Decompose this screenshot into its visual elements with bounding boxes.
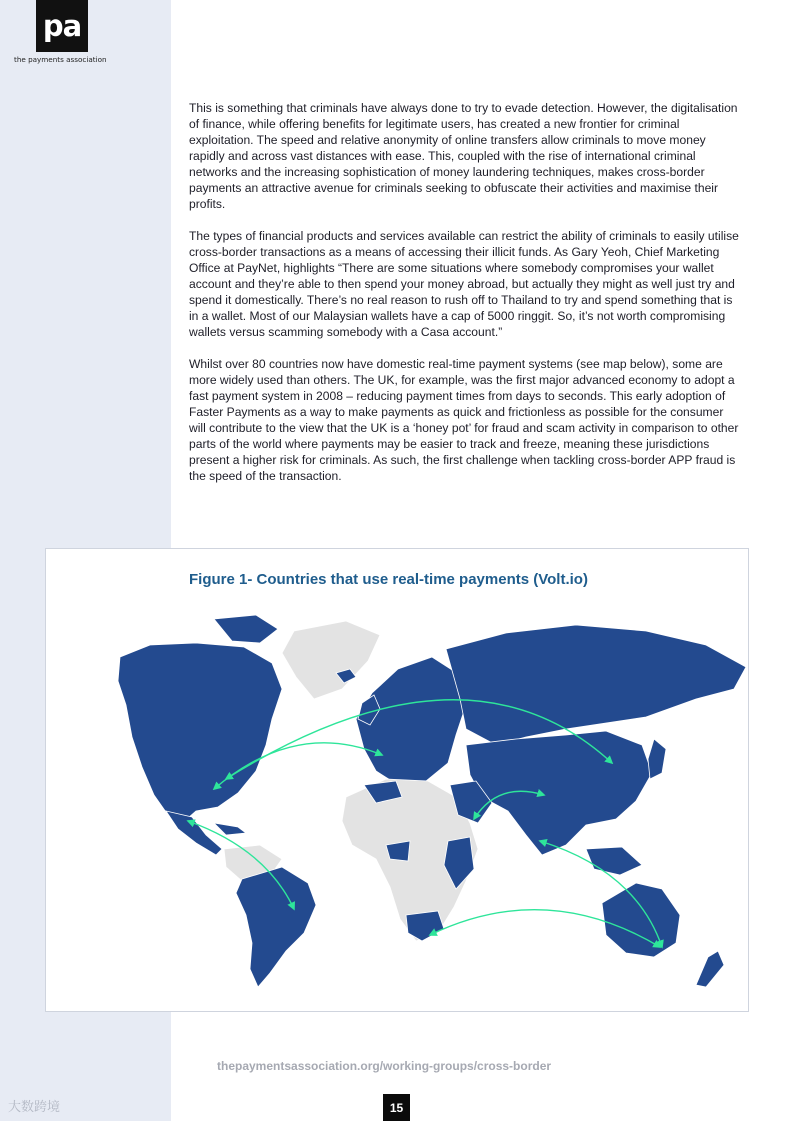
japan-shape — [648, 739, 666, 779]
paragraph: This is something that criminals have always done to try to evade detection. However, the digitalisation of finance, while offering benefits for legitimate users, has created a new frontier for criminal exploitation. The speed and relative anonymity of online transfers allow criminals to move money rapidly and across vast distances with ease. This, coupled with the rise of international criminal networks and the increasing sophistication of money laundering techniques, makes cross-border payments an attractive avenue for criminals seeking to obfuscate their activities and maximise their profits. — [189, 101, 738, 211]
asia-shape — [466, 731, 652, 855]
north-america-shape — [118, 643, 282, 825]
logo-text: pa — [42, 8, 82, 43]
figure-map-card — [45, 548, 749, 1012]
canada-islands-shape — [214, 615, 278, 643]
central-america-shape — [166, 811, 222, 855]
figure-title: Figure 1- Countries that use real-time payments (Volt.io) — [189, 571, 588, 588]
paragraph: Whilst over 80 countries now have domestic real-time payment systems (see map below), some are more widely used than others. The UK, for example, was the first major advanced economy to adopt a fast payment system in 2008 – reducing payment times from days to seconds. This early adoption of Faster Payments as a way to make payments as quick and frictionless as possible for the consumer will contribute to the view that the UK is a ‘honey pot’ for fraud and scam activity in comparison to other parts of the world where payments may be easier to track and freeze, meaning these jurisdictions present a higher risk for criminals. As such, the first challenge when tackling cross-border APP fraud is the speed of the transaction. — [189, 357, 739, 483]
world-map — [46, 549, 750, 1013]
russia-shape — [446, 625, 746, 745]
south-america-shape — [236, 867, 316, 987]
south-africa-shape — [406, 911, 444, 941]
australia-shape — [602, 883, 680, 957]
watermark-logo: 大数跨境 — [8, 1100, 61, 1115]
paragraph: The types of financial products and services available can restrict the ability of criminals to easily utilise cross-border transactions as a means of accessing their illicit funds. As Gary Yeoh, Chief Marketing Office at PayNet, highlights “There are some situations where somebody compromises your wallet account and they’re able to then spend your money abroad, but actually they might as well just try and spend it domestically. There’s no real reason to rush off to Thailand to try and spend something that is in a wallet. Most of our Malaysian wallets have a cap of 5000 ringgit. So, it’s not worth compromising wallets versus scamming somebody with a Casa account.” — [189, 229, 739, 339]
body-text — [189, 100, 742, 500]
footer-url-link[interactable]: thepaymentsassociation.org/working-groups/cross-border — [217, 1059, 552, 1073]
caribbean-shape — [214, 823, 246, 835]
new-zealand-shape — [696, 951, 724, 987]
page-number: 15 — [383, 1094, 410, 1121]
pa-logo — [36, 0, 88, 52]
logo-tagline: the payments association — [14, 55, 107, 64]
southeast-asia-islands-shape — [586, 847, 642, 875]
africa-west-rtp-shape — [386, 841, 410, 861]
greenland-shape — [282, 621, 380, 699]
